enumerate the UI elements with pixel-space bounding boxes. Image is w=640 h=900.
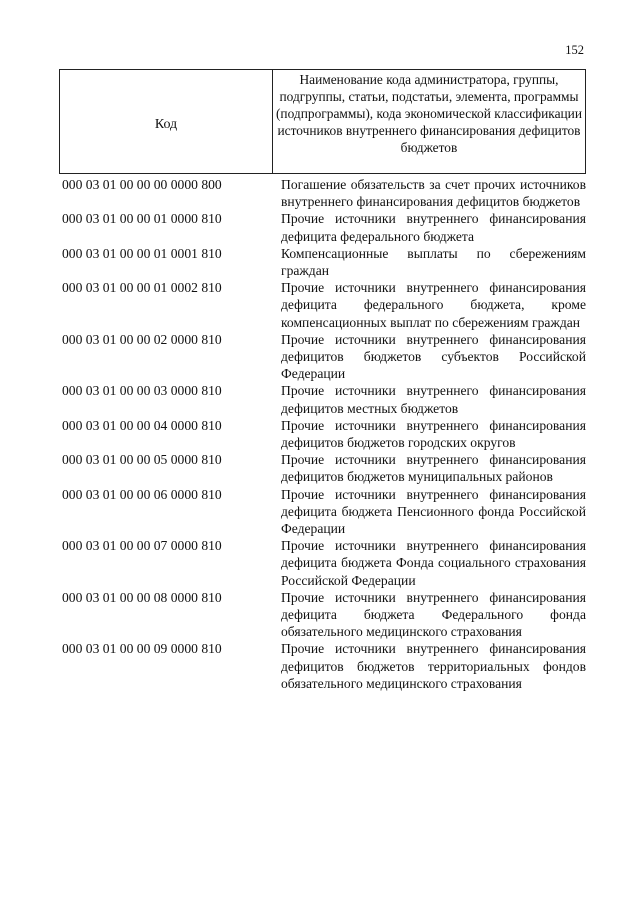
row-name: Прочие источники внутреннего финансирования дефицита федерального бюджета [281,211,586,244]
row-name: Прочие источники внутреннего финансирования дефицитов бюджетов городских округов [281,417,586,451]
table-header [59,69,586,174]
row-code: 000 03 01 00 00 09 0000 810 [62,641,222,657]
classification-table [59,69,586,692]
row-code: 000 03 01 00 00 01 0001 810 [62,245,222,261]
table-row [59,451,586,485]
row-code: 000 03 01 00 00 06 0000 810 [62,486,222,502]
row-name: Прочие источники внутреннего финансирования дефицита бюджета Пенсионного фонда Российской Федерации [281,486,586,537]
header-code: Код [60,70,273,173]
row-code: 000 03 01 00 00 00 0000 800 [62,177,222,192]
row-name: Прочие источники внутреннего финансирования дефицитов бюджетов территориальных фондов обязательного медицинского страхования [281,641,586,691]
table-row [59,279,586,331]
table-row [59,176,586,210]
table-row [59,417,586,451]
table-row [59,640,586,692]
row-code: 000 03 01 00 00 01 0002 810 [62,280,222,296]
row-name: Прочие источники внутреннего финансирования дефицита федерального бюджета, кроме компенсационных выплат по сбережениям граждан [281,280,586,330]
row-code: 000 03 01 00 00 04 0000 810 [62,417,222,433]
table-row [59,589,586,641]
page-number: 152 [565,43,584,57]
row-code: 000 03 01 00 00 02 0000 810 [62,331,222,347]
row-name: Погашение обязательств за счет прочих источников внутреннего финансирования дефицитов бюджетов [281,177,586,210]
row-name: Прочие источники внутреннего финансирования дефицитов бюджетов муниципальных районов [281,452,586,485]
row-code: 000 03 01 00 00 08 0000 810 [62,589,222,605]
row-code: 000 03 01 00 00 03 0000 810 [62,383,222,399]
row-code: 000 03 01 00 00 07 0000 810 [62,538,222,554]
header-name: Наименование кода администратора, группы, подгруппы, статьи, подстатьи, элемента, программы (подпрограммы), кода экономической классификации источников внутреннего финансирования дефицитов бюджетов [275,72,583,155]
row-name: Прочие источники внутреннего финансирования дефицитов местных бюджетов [281,383,586,416]
table-body [59,176,586,692]
table-row [59,486,586,538]
table-row [59,245,586,279]
row-code: 000 03 01 00 00 05 0000 810 [62,452,222,468]
table-row [59,382,586,416]
table-row [59,537,586,589]
row-name: Прочие источники внутреннего финансирования дефицита бюджета Фонда социального страхования Российской Федерации [281,538,586,588]
row-code: 000 03 01 00 00 01 0000 810 [62,211,222,227]
row-name: Прочие источники внутреннего финансирования дефицитов бюджетов субъектов Российской Федерации [281,331,586,382]
table-row [59,331,586,383]
row-name: Компенсационные выплаты по сбережениям граждан [281,245,586,279]
row-name: Прочие источники внутреннего финансирования дефицита бюджета Федерального фонда обязательного медицинского страхования [281,589,586,640]
table-row [59,210,586,244]
